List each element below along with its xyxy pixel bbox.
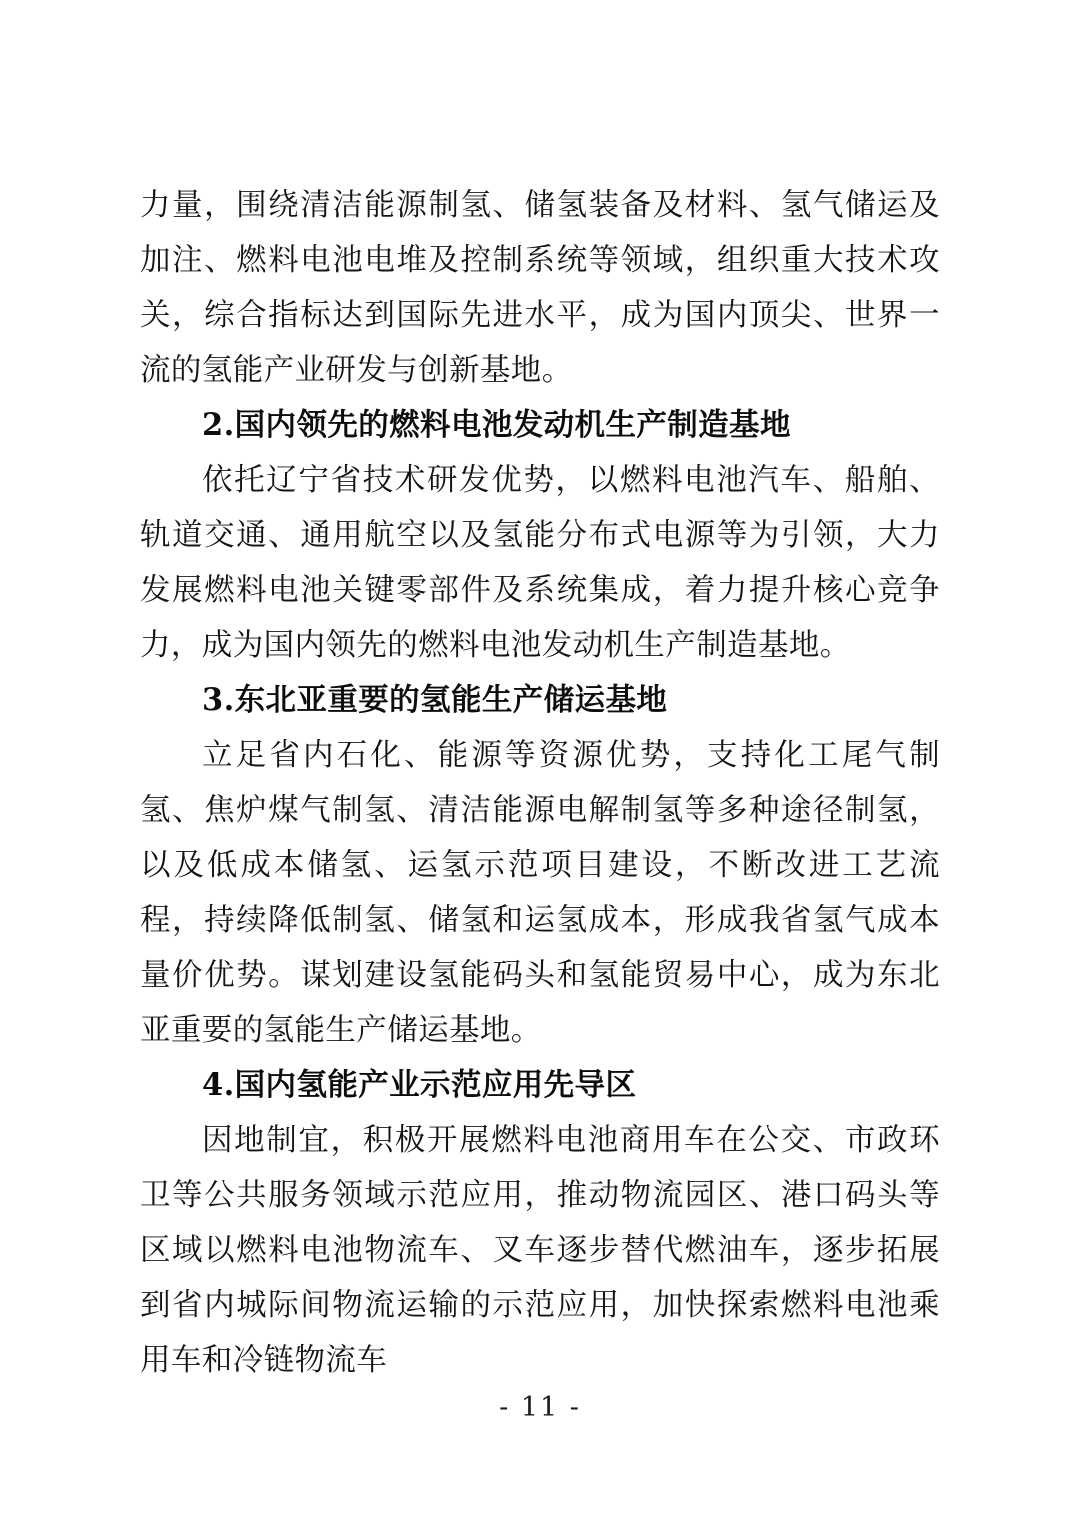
- page-number: - 11 -: [499, 1392, 581, 1423]
- section-heading-2: 2.国内领先的燃料电池发动机生产制造基地: [202, 407, 791, 443]
- body-paragraph-4: 因地制宜，积极开展燃料电池商用车在公交、市政环卫等公共服务领域示范应用，推动物流园区、港口码头等区域以燃料电池物流车、叉车逐步替代燃油车，逐步拓展到省内城际间物流运输的示范应用，加快探索燃料电池乘用车和冷链物流车: [140, 1123, 940, 1378]
- page-body: [140, 178, 940, 1388]
- section-heading-4: 4.国内氢能产业示范应用先导区: [202, 1067, 637, 1103]
- body-paragraph-3: 立足省内石化、能源等资源优势，支持化工尾气制氢、焦炉煤气制氢、清洁能源电解制氢等多种途径制氢，以及低成本储氢、运氢示范项目建设，不断改进工艺流程，持续降低制氢、储氢和运氢成本，形成我省氢气成本量价优势。谋划建设氢能码头和氢能贸易中心，成为东北亚重要的氢能生产储运基地。: [140, 738, 940, 1048]
- body-paragraph-2: 依托辽宁省技术研发优势，以燃料电池汽车、船舶、轨道交通、通用航空以及氢能分布式电源等为引领，大力发展燃料电池关键零部件及系统集成，着力提升核心竞争力，成为国内领先的燃料电池发动机生产制造基地。: [140, 463, 940, 663]
- body-paragraph-1: 力量，围绕清洁能源制氢、储氢装备及材料、氢气储运及加注、燃料电池电堆及控制系统等领域，组织重大技术攻关，综合指标达到国际先进水平，成为国内顶尖、世界一流的氢能产业研发与创新基地。: [140, 188, 940, 388]
- section-heading-3: 3.东北亚重要的氢能生产储运基地: [202, 682, 668, 718]
